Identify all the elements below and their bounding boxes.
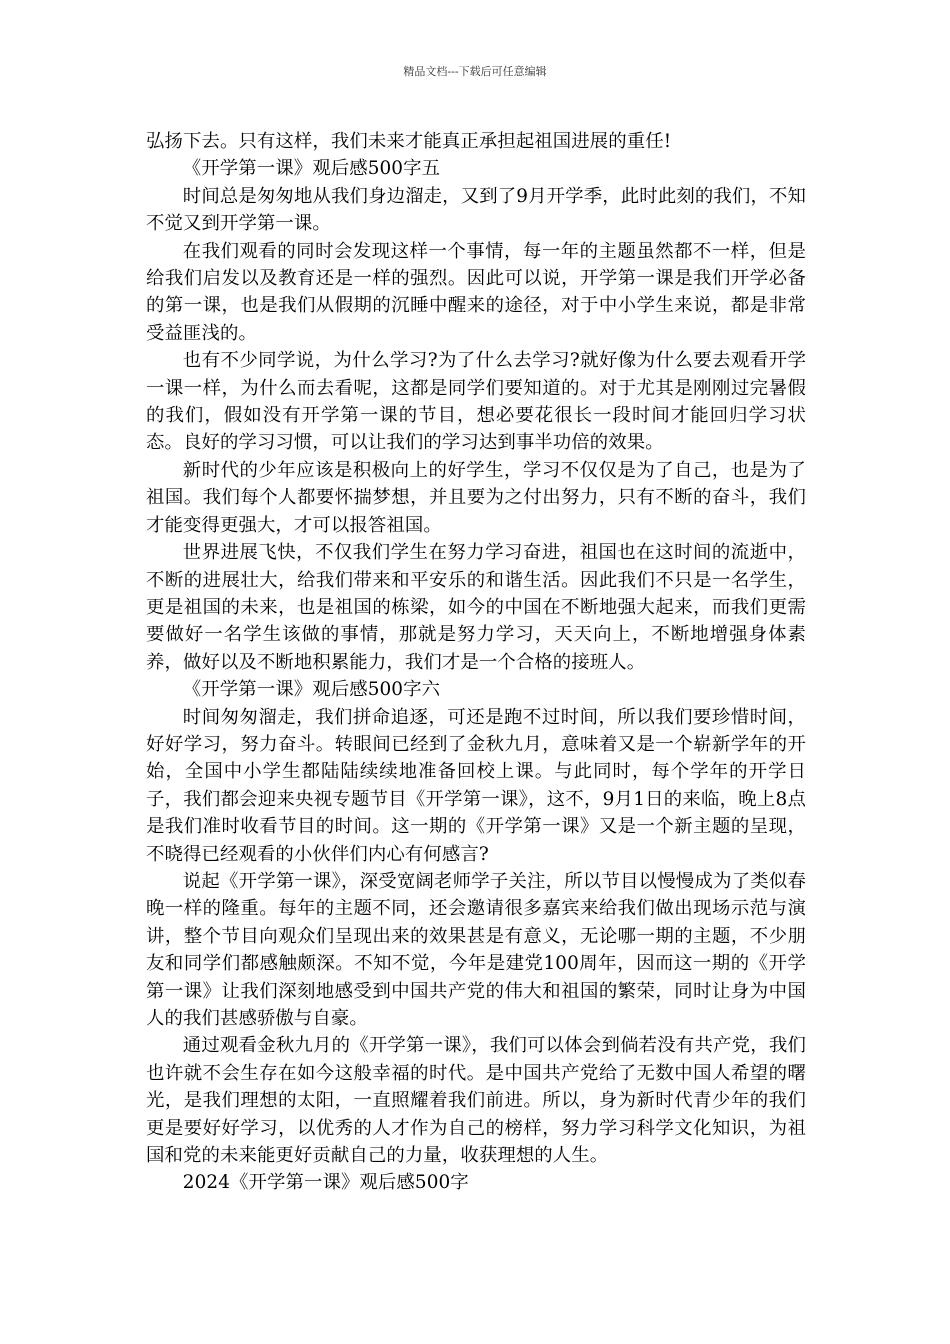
paragraph: 新时代的少年应该是积极向上的好学生，学习不仅仅是为了自己，也是为了祖国。我们每个人都要怀揣梦想，并且要为之付出努力，只有不断的奋斗，我们才能变得更强大，才可以报答祖国。 [146, 459, 806, 536]
paragraph: 世界进展飞快，不仅我们学生在努力学习奋进，祖国也在这时间的流逝中，不断的进展壮大，给我们带来和平安乐的和谐生活。因此我们不只是一名学生，更是祖国的未来，也是祖国的栋梁，如今的中国在不断地强大起来，而我们更需要做好一名学生该做的事情，那就是努力学习，天天向上，不断地增强身体素养，做好以及不断地积累能力，我们才是一个合格的接班人。 [146, 542, 806, 673]
paragraph: 时间总是匆匆地从我们身边溜走，又到了9月开学季，此时此刻的我们，不知不觉又到开学第一课。 [146, 185, 806, 235]
paragraph: 时间匆匆溜走，我们拼命追逐，可还是跑不过时间，所以我们要珍惜时间，好好学习，努力奋斗。转眼间已经到了金秋九月，意味着又是一个崭新学年的开始，全国中小学生都陆陆续续地准备回校上课。与此同时，每个学年的开学日子，我们都会迎来央视专题节目《开学第一课》，这不，9月1日的来临，晚上8点是我们准时收看节目的时间。这一期的《开学第一课》又是一个新主题的呈现，不晓得已经观看的小伙伴们内心有何感言? [146, 706, 806, 865]
paragraph-continuation: 弘扬下去。只有这样，我们未来才能真正承担起祖国进展的重任! [146, 131, 672, 152]
paragraph: 通过观看金秋九月的《开学第一课》，我们可以体会到倘若没有共产党，我们也许就不会生存在如今这般幸福的时代。是中国共产党给了无数中国人希望的曙光，是我们理想的太阳，一直照耀着我们前进。所以，身为新时代青少年的我们更是要好好学习，以优秀的人才作为自己的榜样，努力学习科学文化知识，为祖国和党的未来能更好贡献自己的力量，收获理想的人生。 [146, 1035, 806, 1167]
paragraph: 在我们观看的同时会发现这样一个事情，每一年的主题虽然都不一样，但是给我们启发以及教育还是一样的强烈。因此可以说，开学第一课是我们开学必备的第一课，也是我们从假期的沉睡中醒来的途径，对于中小学生来说，都是非常受益匪浅的。 [146, 240, 806, 344]
page-header: 精品文档---下载后可任意编辑 [403, 65, 547, 78]
paragraph: 也有不少同学说，为什么学习?为了什么去学习?就好像为什么要去观看开学一课一样，为什么而去看呢，这都是同学们要知道的。对于尤其是刚刚过完暑假的我们，假如没有开学第一课的节目，想必要花很长一段时间才能回归学习状态。良好的学习习惯，可以让我们的学习达到事半功倍的效果。 [146, 350, 806, 454]
section-heading-2024: 2024《开学第一课》观后感500字 [182, 1172, 469, 1194]
paragraph: 说起《开学第一课》，深受宽阔老师学子关注，所以节目以慢慢成为了类似春晚一样的隆重。每年的主题不同，还会邀请很多嘉宾来给我们做出现场示范与演讲，整个节目向观众们呈现出来的效果甚是有意义，无论哪一期的主题，不少朋友和同学们都感触颇深。不知不觉，今年是建党100周年，因而这一期的《开学第一课》让我们深刻地感受到中国共产党的伟大和祖国的繁荣，同时让身为中国人的我们甚感骄傲与自豪。 [146, 870, 806, 1029]
section-heading-six: 《开学第一课》观后感500字六 [182, 679, 441, 701]
section-heading-five: 《开学第一课》观后感500字五 [182, 158, 441, 180]
document-body [146, 128, 806, 1197]
